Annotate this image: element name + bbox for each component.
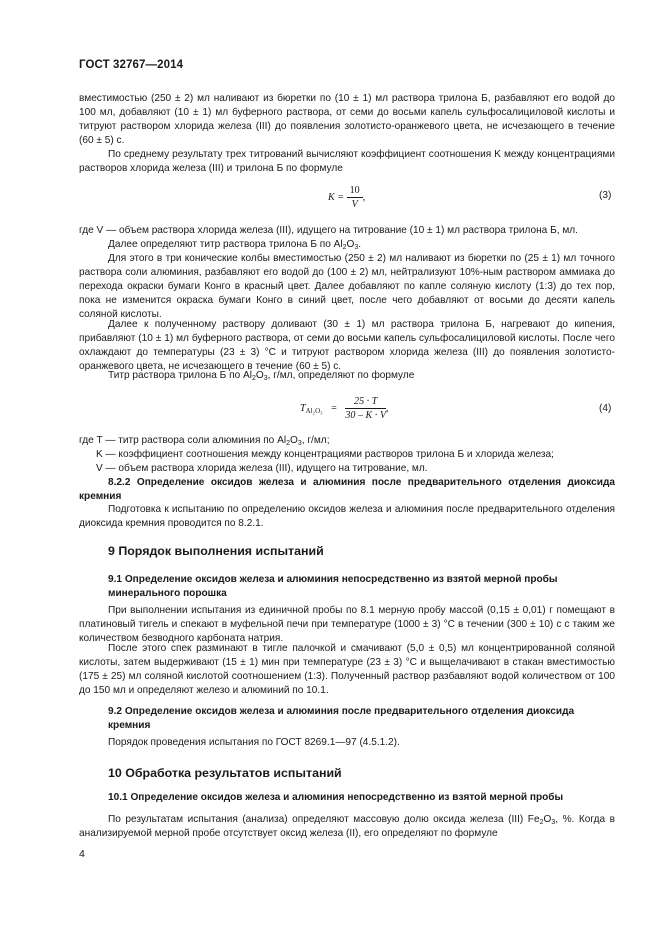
paragraph-titr-intro: Далее определяют титр раствора трилона Б по $Al_2O_3$. xyxy=(108,239,362,251)
formula-4 xyxy=(300,395,389,422)
formula-4-lhs: T xyxy=(300,402,306,414)
paragraph-trilon-addition: Далее к полученному раствору доливают (30 ± 1) мл раствора трилона Б, нагревают до кипения, прибавляют (10 ± 1) мл буферного раствора, от семи до восьми капель сульфосалициловой кислоты. После чего охлаждают до температуры (23 ± 3) °С и титруют раствором хлорида железа (III) до появления золотисто-оранжевого цвета, не исчезающего в течение (60 ± 5) с. xyxy=(79,319,615,372)
formula-4-number: (4) xyxy=(599,403,612,414)
definition-k: K — коэффициент соотношения между концентрациями растворов трилона Б и хлорида железа; xyxy=(96,449,554,460)
section-10-heading: 10 Обработка результатов испытаний xyxy=(108,766,342,780)
formula-4-fraction xyxy=(345,395,386,422)
formula-4-numerator: 25 · T xyxy=(345,395,386,409)
formula-4-denominator: 30 – K · V xyxy=(345,410,386,421)
paragraph-leaching: После этого спек разминают в тигле палочкой и смачивают (5,0 ± 0,5) мл концентрированной соляной кислоты, затем выдерживают (15 ± 1) мин при температуре (23 ± 3) °С и выщелачивают в стакан вместимостью (175 ± 25) мл соляной кислотой соотношением (1:3). Полученный раствор разбавляют водой количеством от 100 до 150 мл и определяют железо и алюминий по 10.1. xyxy=(79,643,615,696)
paragraph-aluminium-prep: Для этого в три конические колбы вместимостью (250 ± 2) мл наливают из бюретки по (25 ± 1) мл точного раствора соли алюминия, разбавляют его водой до (100 ± 2) мл, нейтрализуют 10%-ным раствором аммиака до перехода окраски бумаги Конго в красный цвет. Далее добавляют по капле соляную кислоту (1:3) до тех пор, пока не изменится окраска бумаги Конго в синий цвет, после чего добавляют от восьми до десяти капель соляной кислоты. xyxy=(79,253,615,320)
formula-4-eq: = xyxy=(331,402,337,414)
paragraph-preparation: Подготовка к испытанию по определению оксидов железа и алюминия после предварительного отделения диоксида кремния проводится по 8.2.1. xyxy=(79,504,615,529)
section-8-2-2-title: 8.2.2 Определение оксидов железа и алюминия после предварительного отделения диоксида кремния xyxy=(79,477,615,502)
definition-t: где T — титр раствора соли алюминия по $Al_2O_3$, г/мл; xyxy=(79,435,330,447)
definition-v: V — объем раствора хлорида железа (III), идущего на титрование, мл. xyxy=(96,463,428,474)
section-9-1-title: 9.1 Определение оксидов железа и алюминия непосредственно из взятой мерной пробы минерального порошка xyxy=(108,574,558,599)
paragraph-titration: вместимостью (250 ± 2) мл наливают из бюретки по (10 ± 1) мл раствора трилона Б, разбавляют его водой до 100 мл, добавляют (10 ± 1) мл буферного раствора, от семи до восьми капель сульфосалициловой кислоты и титруют раствором хлорида железа (III) до появления золотисто-оранжевого цвета, не исчезающего в течение (60 ± 5) с. xyxy=(79,93,615,146)
formula-4-tail: , xyxy=(385,402,389,414)
paragraph-v-definition: где V — объем раствора хлорида железа (III), идущего на титрование (10 ± 1) мл раствора трилона Б, мл. xyxy=(79,225,578,236)
formula-3-lhs: K = xyxy=(328,191,345,203)
formula-3 xyxy=(328,184,365,211)
section-9-2-title: 9.2 Определение оксидов железа и алюминия после предварительного отделения диоксида кремния xyxy=(108,706,575,731)
paragraph-sintering: При выполнении испытания из единичной пробы по 8.1 мерную пробу массой (0,15 ± 0,01) г помещают в платиновый тигель и спекают в муфельной печи при температуре (1000 ± 3) °С в течении (300 ± 10) с с таким же количеством безводного карбоната натрия. xyxy=(79,605,615,644)
formula-3-fraction xyxy=(347,184,363,211)
paragraph-procedure-ref: Порядок проведения испытания по ГОСТ 8269.1—97 (4.5.1.2). xyxy=(108,737,400,748)
formula-3-numerator: 10 xyxy=(347,184,363,198)
paragraph-iron-oxide: По результатам испытания (анализа) определяют массовую долю оксида железа (III) $Fe_2O_3$, %. Когда в анализируемой мерной пробе отсутствует оксид железа (II), его определяют по формуле xyxy=(79,814,615,839)
section-10-1-title: 10.1 Определение оксидов железа и алюминия непосредственно из взятой мерной пробы xyxy=(108,792,564,803)
page-number: 4 xyxy=(79,848,85,860)
paragraph-coefficient: По среднему результату трех титрований вычисляют коэффициент соотношения K между концентрациями растворов хлорида железа (III) и трилона Б по формуле xyxy=(79,149,615,174)
formula-3-number: (3) xyxy=(599,190,612,201)
paragraph-titr-formula-intro: Титр раствора трилона Б по $Al_2O_3$, г/мл, определяют по формуле xyxy=(108,370,415,382)
formula-4-lhs-sub: Al₂O₃ xyxy=(305,406,323,415)
formula-3-tail: , xyxy=(362,191,366,203)
formula-3-denominator: V xyxy=(351,199,358,210)
section-9-heading: 9 Порядок выполнения испытаний xyxy=(108,544,324,558)
standard-header: ГОСТ 32767—2014 xyxy=(79,59,184,71)
